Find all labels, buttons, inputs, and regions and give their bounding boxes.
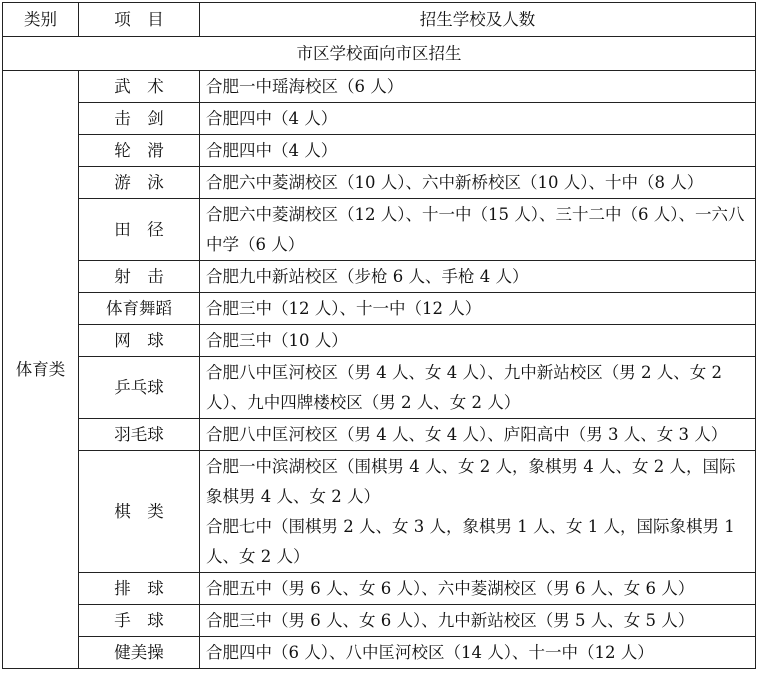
table-row [3,637,756,669]
schools-text: 合肥九中新站校区（步枪 6 人、手枪 4 人） [206,266,529,286]
header-schools: 招生学校及人数 [200,3,756,37]
schools-cell [200,325,756,357]
table-row [3,357,756,419]
table-row [3,167,756,199]
schools-cell [200,605,756,637]
item-cell: 武 术 [79,71,200,103]
table-row [3,451,756,573]
schools-text: 合肥三中（12 人）、十一中（12 人） [206,298,482,318]
schools-cell [200,135,756,167]
table-row [3,293,756,325]
schools-text: 合肥七中（围棋男 2 人、女 3 人，象棋男 1 人、女 1 人，国际象棋男 1 人、女 2 人） [206,516,735,566]
schools-text: 合肥六中菱湖校区（10 人）、六中新桥校区（10 人）、十中（8 人） [206,172,704,192]
enrollment-table [2,2,756,669]
schools-text: 合肥三中（10 人） [206,330,348,350]
schools-text: 合肥八中匡河校区（男 4 人、女 4 人）、庐阳高中（男 3 人、女 3 人） [206,424,728,444]
table-row [3,419,756,451]
section-title: 市区学校面向市区招生 [3,37,756,71]
item-cell: 乒乓球 [79,357,200,419]
schools-text: 合肥五中（男 6 人、女 6 人）、六中菱湖校区（男 6 人、女 6 人） [206,578,695,598]
schools-cell [200,199,756,261]
table-row [3,103,756,135]
schools-text: 合肥一中瑶海校区（6 人） [206,76,404,96]
schools-text: 合肥三中（男 6 人、女 6 人）、九中新站校区（男 5 人、女 5 人） [206,610,695,630]
header-row [3,3,756,37]
schools-cell [200,451,756,573]
schools-cell [200,167,756,199]
header-item: 项 目 [79,3,200,37]
table-row [3,135,756,167]
item-cell: 网 球 [79,325,200,357]
schools-text: 合肥一中滨湖校区（围棋男 4 人、女 2 人，象棋男 4 人、女 2 人，国际象棋男 4 人、女 2 人） [206,456,736,506]
header-category: 类别 [3,3,79,37]
schools-text: 合肥四中（4 人） [206,108,338,128]
table-row [3,199,756,261]
schools-cell [200,71,756,103]
schools-text: 合肥八中匡河校区（男 4 人、女 4 人）、九中新站校区（男 2 人、女 2 人）、九中四牌楼校区（男 2 人、女 2 人） [206,362,722,412]
item-cell: 健美操 [79,637,200,669]
schools-cell [200,357,756,419]
schools-text: 合肥六中菱湖校区（12 人）、十一中（15 人）、三十二中（6 人）、一六八中学（6 人） [206,204,745,254]
item-cell: 田 径 [79,199,200,261]
item-cell: 手 球 [79,605,200,637]
schools-cell [200,103,756,135]
table-row [3,261,756,293]
table-row [3,573,756,605]
item-cell: 轮 滑 [79,135,200,167]
schools-cell [200,637,756,669]
item-cell: 游 泳 [79,167,200,199]
table-row [3,605,756,637]
section-row [3,37,756,71]
schools-text: 合肥四中（4 人） [206,140,338,160]
table-row [3,325,756,357]
item-cell: 羽毛球 [79,419,200,451]
item-cell: 棋 类 [79,451,200,573]
schools-text: 合肥四中（6 人）、八中匡河校区（14 人）、十一中（12 人） [206,642,654,662]
item-cell: 排 球 [79,573,200,605]
item-cell: 击 剑 [79,103,200,135]
schools-cell [200,293,756,325]
schools-cell [200,261,756,293]
item-cell: 体育舞蹈 [79,293,200,325]
table-row [3,71,756,103]
schools-cell [200,573,756,605]
schools-cell [200,419,756,451]
category-cell: 体育类 [3,71,79,669]
item-cell: 射 击 [79,261,200,293]
